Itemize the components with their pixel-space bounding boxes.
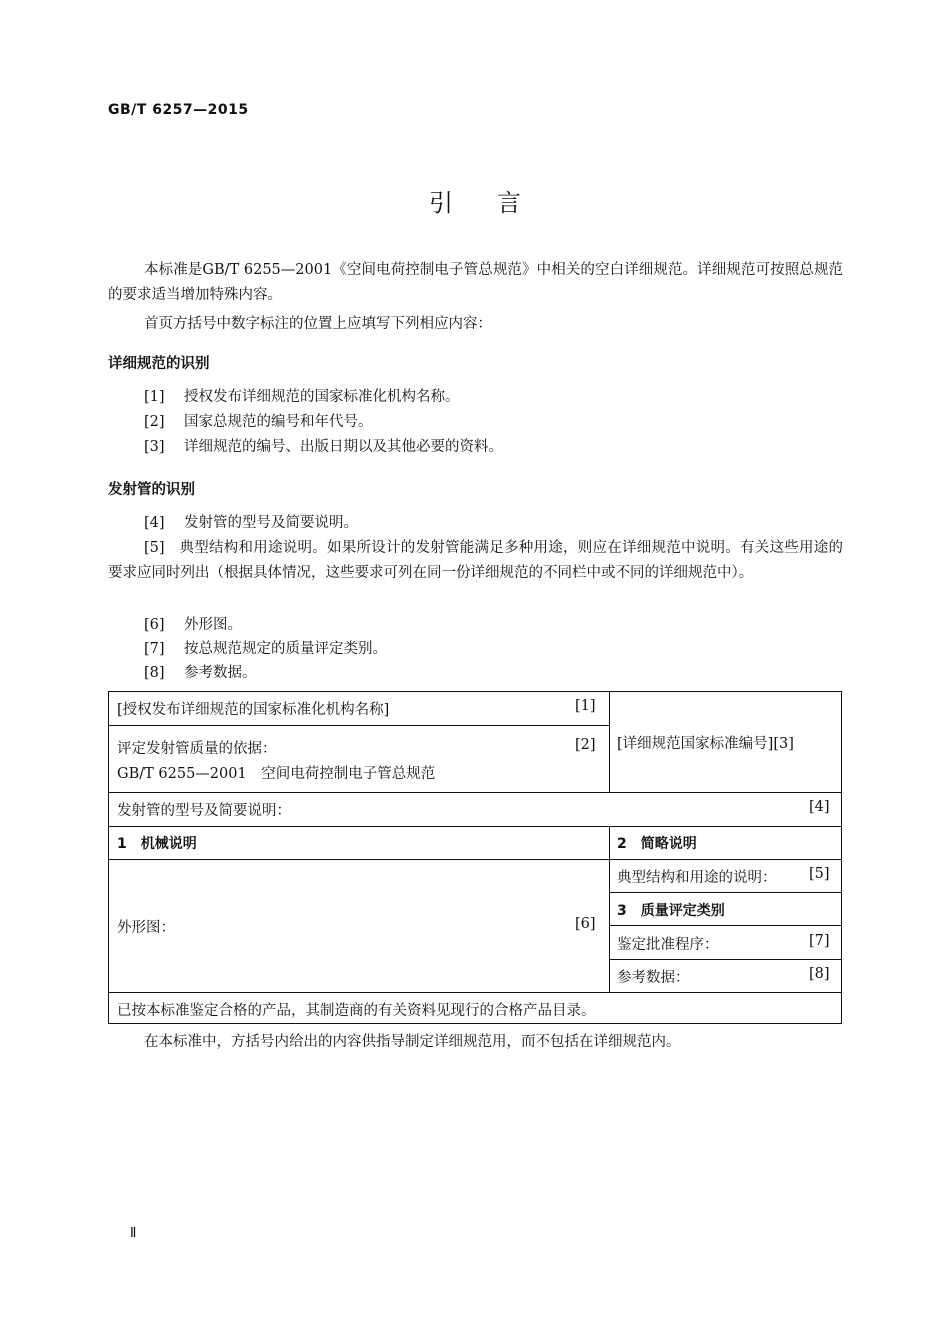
list-item [144, 511, 358, 536]
detail-spec-form [108, 691, 842, 1024]
item-number: [6] [144, 617, 165, 633]
list-item [144, 410, 373, 435]
item-number: [4] [144, 515, 165, 531]
item-text: 发射管的型号及简要说明。 [184, 515, 358, 531]
item-number: [3] [144, 439, 165, 455]
outline-drawing-ref: [6] [575, 916, 596, 932]
page-title: 引言 [429, 189, 565, 217]
intro-paragraph-1: 本标准是GB/T 6255—2001《空间电荷控制电子管总规范》中相关的空白详细规范。详细规范可按照总规范的要求适当增加特殊内容。 [108, 262, 843, 303]
reference-data-label: 参考数据： [617, 970, 690, 986]
document-code: GB/T 6257—2015 [108, 102, 249, 118]
basis-ref: [2] [575, 737, 596, 753]
divider [609, 692, 610, 792]
approval-procedure-label: 鉴定批准程序： [617, 937, 719, 953]
divider [109, 792, 841, 793]
list-item [144, 385, 460, 410]
tube-type-label: 发射管的型号及简要说明： [117, 803, 291, 819]
item-text: 按总规范规定的质量评定类别。 [184, 641, 387, 657]
mechanical-description-title: 1 机械说明 [117, 836, 197, 852]
divider [609, 959, 842, 960]
item-number: [2] [144, 414, 165, 430]
list-item [144, 613, 242, 638]
section-heading-tube-identification: 发射管的识别 [108, 482, 195, 498]
divider [609, 925, 842, 926]
list-item [144, 661, 257, 686]
item-number: [8] [144, 665, 165, 681]
item-number: [5] [144, 540, 165, 556]
list-item [144, 435, 503, 460]
std-number-field [617, 732, 794, 753]
typical-construction-ref: [5] [809, 866, 830, 882]
divider [609, 892, 842, 893]
list-item [108, 536, 843, 586]
intro-paragraph-2: 首页方括号中数字标注的位置上应填写下列相应内容： [144, 316, 492, 332]
reference-data-ref: [8] [809, 966, 830, 982]
divider [109, 859, 841, 860]
divider [109, 992, 841, 993]
std-number-ref: [3] [773, 736, 794, 752]
basis-label: 评定发射管质量的依据： [117, 741, 277, 757]
tube-type-ref: [4] [809, 799, 830, 815]
typical-construction-label: 典型结构和用途的说明： [617, 870, 777, 886]
closing-paragraph: 在本标准中，方括号内给出的内容供指导制定详细规范用，而不包括在详细规范内。 [144, 1034, 681, 1050]
std-number-label: [详细规范国家标准编号] [617, 736, 774, 752]
item-text: 典型结构和用途说明。如果所设计的发射管能满足多种用途，则应在详细规范中说明。有关这些用途的要求应同时列出（根据具体情况，这些要求可列在同一份详细规范的不同栏中或不同的详细规范中）。 [108, 540, 843, 581]
item-number: [7] [144, 641, 165, 657]
quality-category-title: 3 质量评定类别 [617, 903, 725, 919]
divider [109, 725, 609, 726]
outline-drawing-label: 外形图： [117, 920, 175, 936]
list-item [144, 637, 387, 662]
brief-description-title: 2 简略说明 [617, 836, 697, 852]
item-text: 详细规范的编号、出版日期以及其他必要的资料。 [184, 439, 503, 455]
item-text: 授权发布详细规范的国家标准化机构名称。 [184, 389, 460, 405]
org-name-field: [授权发布详细规范的国家标准化机构名称] [117, 702, 390, 718]
item-text: 国家总规范的编号和年代号。 [184, 414, 373, 430]
divider [609, 826, 610, 992]
item-text: 参考数据。 [184, 665, 257, 681]
basis-value: GB/T 6255—2001 空间电荷控制电子管总规范 [117, 766, 436, 782]
item-text: 外形图。 [184, 617, 242, 633]
section-heading-spec-identification: 详细规范的识别 [108, 356, 210, 372]
page-number: Ⅱ [130, 1226, 137, 1241]
divider [109, 826, 841, 827]
qualified-products-note: 已按本标准鉴定合格的产品，其制造商的有关资料见现行的合格产品目录。 [117, 1003, 596, 1019]
approval-procedure-ref: [7] [809, 933, 830, 949]
item-number: [1] [144, 389, 165, 405]
org-ref: [1] [575, 698, 596, 714]
